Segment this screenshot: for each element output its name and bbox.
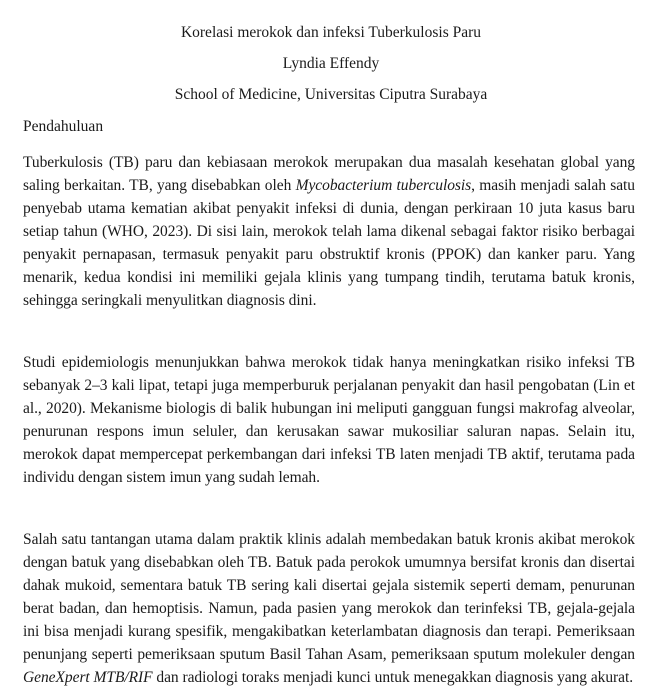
title-block xyxy=(27,17,635,110)
paragraph-1-text-a: Tuberkulosis (TB) paru dan kebiasaan merokok merupakan dua masalah kesehatan global yang saling berkaitan. TB, yang disebabkan oleh xyxy=(23,154,635,194)
author-affiliation: School of Medicine, Universitas Ciputra Surabaya xyxy=(174,86,488,103)
paragraph-3-text-b: dan radiologi toraks menjadi kunci untuk menegakkan diagnosis yang akurat. xyxy=(152,669,634,686)
document-title: Korelasi merokok dan infeksi Tuberkulosis Paru xyxy=(180,24,482,41)
paragraph-3 xyxy=(23,528,635,689)
author-name: Lyndia Effendy xyxy=(282,55,380,72)
paragraph-3-text-a: Salah satu tantangan utama dalam praktik klinis adalah membedakan batuk kronis akibat merokok dengan batuk yang disebabkan oleh TB. Batuk pada perokok umumnya bersifat kronis dan disertai dahak mukoid, sementara batuk TB sering kali disertai gejala sistemik seperti demam, penurunan berat badan, dan hemoptisis. Namun, pada pasien yang merokok dan terinfeksi TB, gejala-gejala ini bisa menjadi kurang spesifik, mengakibatkan keterlambatan diagnosis dan terapi. Pemeriksaan penunjang seperti pemeriksaan sputum Basil Tahan Asam, pemeriksaan sputum molekuler dengan xyxy=(23,531,635,663)
paragraph-3-italic-term: GeneXpert MTB/RIF xyxy=(23,669,153,686)
paragraph-1-italic-term: Mycobacterium tuberculosis xyxy=(295,177,472,194)
paragraph-1 xyxy=(23,151,635,312)
paragraph-1-text-b: , masih menjadi salah satu penyebab utama kematian akibat penyakit infeksi di dunia, dengan perkiraan 10 juta kasus baru setiap tahun (WHO, 2023). Di sisi lain, merokok telah lama dikenal sebagai faktor risiko berbagai penyakit pernapasan, termasuk penyakit paru obstruktif kronis (PPOK) dan kanker paru. Yang menarik, kedua kondisi ini memiliki gejala klinis yang tumpang tindih, terutama batuk kronis, sehingga seringkali menyulitkan diagnosis dini. xyxy=(23,177,635,309)
paragraph-2: Studi epidemiologis menunjukkan bahwa merokok tidak hanya meningkatkan risiko infeksi TB sebanyak 2–3 kali lipat, tetapi juga memperburuk perjalanan penyakit dan hasil pengobatan (Lin et al., 2020). Mekanisme biologis di balik hubungan ini meliputi gangguan fungsi makrofag alveolar, penurunan respons imun seluler, dan kerusakan sawar mukosiliar saluran napas. Selain itu, merokok dapat mempercepat perkembangan dari infeksi TB laten menjadi TB aktif, terutama pada individu dengan sistem imun yang sudah lemah. xyxy=(23,354,635,486)
section-heading: Pendahuluan xyxy=(23,118,104,135)
